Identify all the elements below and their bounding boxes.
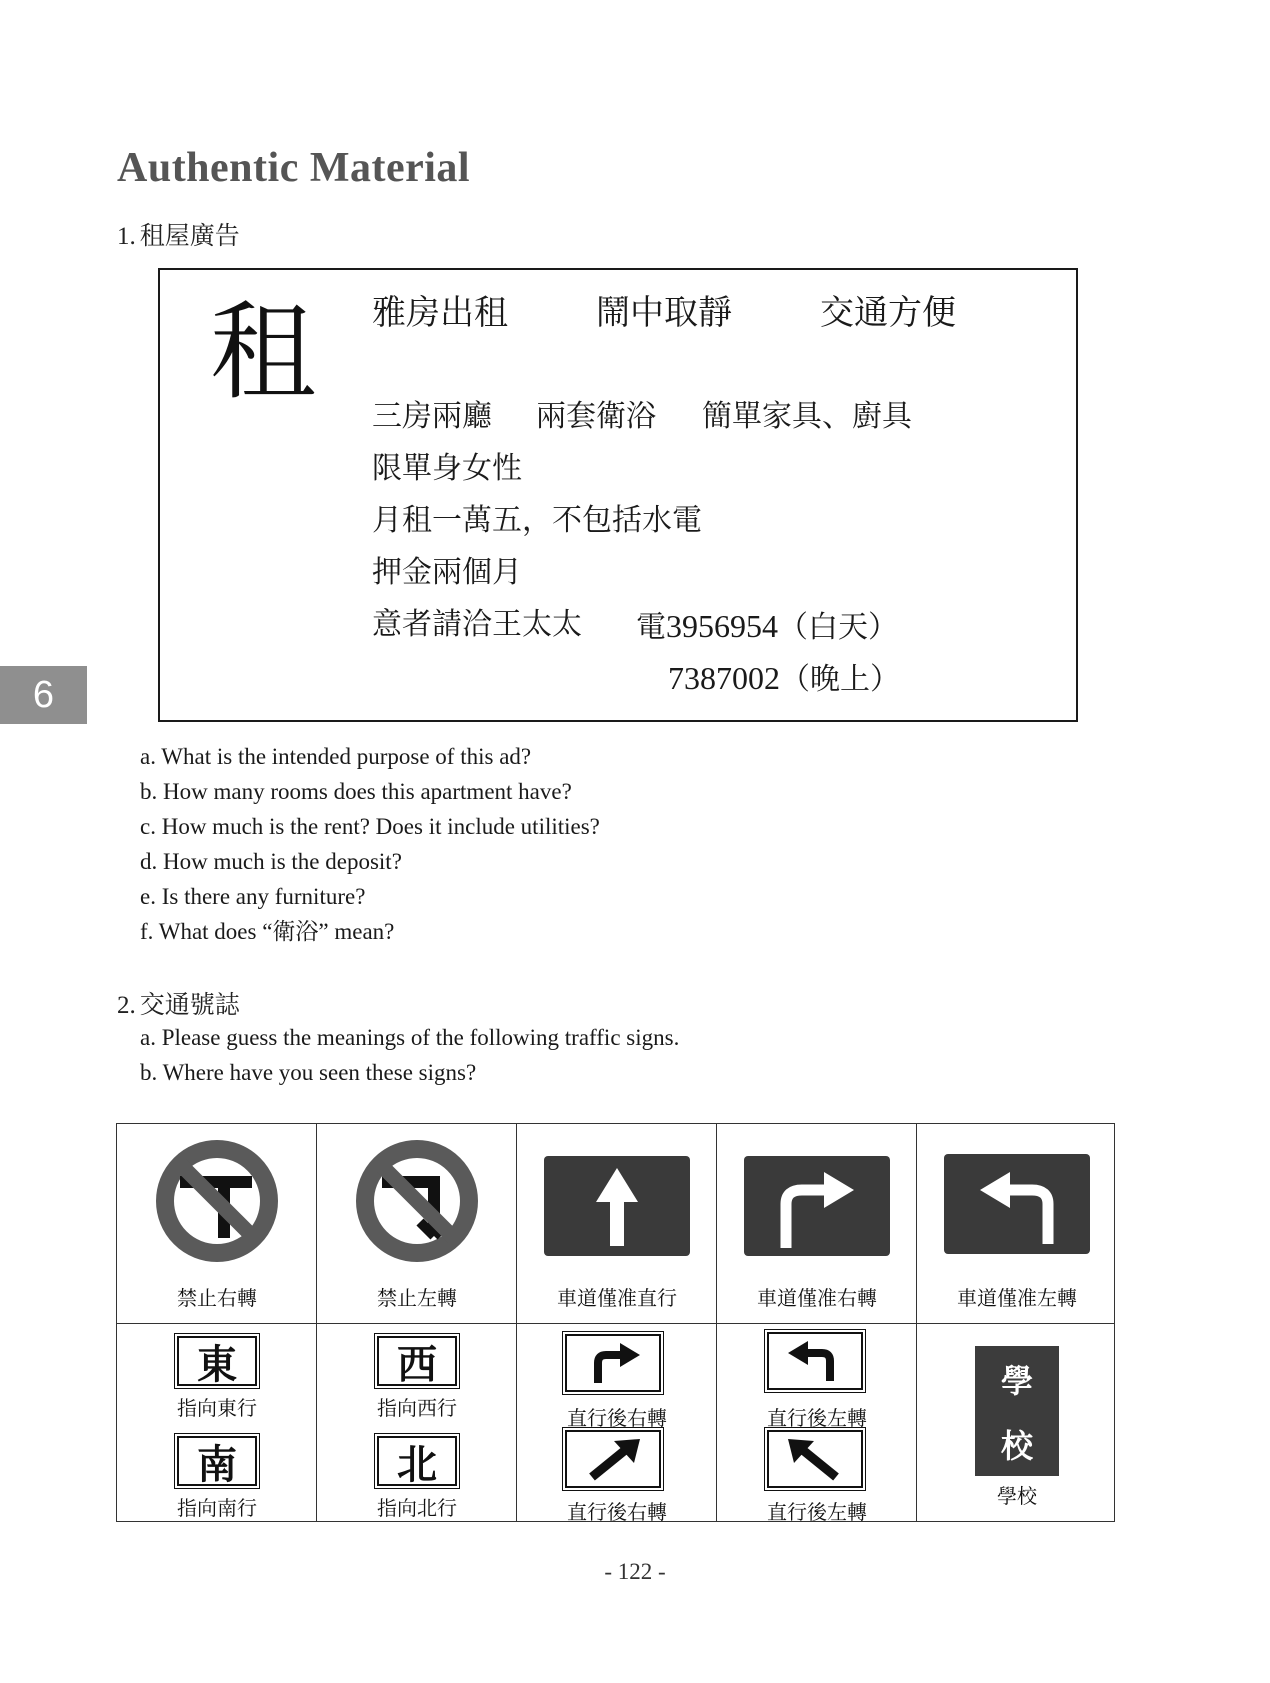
east-plate: 東 [177, 1336, 257, 1386]
section-title: 租屋廣告 [139, 221, 240, 250]
sign-label: 直行後左轉 [767, 1406, 867, 1430]
diagonal-left-plate [767, 1430, 863, 1488]
ad-phone-day [636, 610, 898, 643]
ad-deposit: 押金兩個月 [372, 555, 522, 590]
diagonal-right-arrow-icon [578, 1437, 648, 1481]
ad-questions [140, 739, 600, 949]
question-b: b. Where have you seen these signs? [140, 1060, 477, 1085]
west-plate: 西 [377, 1336, 457, 1386]
question-c: c. How much is the rent? Does it include utilities? [140, 814, 600, 839]
phone-night-note: （晚上） [780, 662, 900, 697]
diagonal-left-arrow-icon [780, 1437, 850, 1481]
right-turn-only-icon [744, 1156, 890, 1256]
sign-cell-school [917, 1324, 1117, 1524]
ad-rooms: 三房兩廳 [372, 399, 492, 434]
sign-cell-right-turn-only [717, 1124, 917, 1324]
straight-then-right-plate [565, 1334, 661, 1392]
school-char-1: 學 [1000, 1361, 1033, 1400]
sign-cell-straight-then-right [517, 1324, 717, 1524]
sign-label: 車道僅准直行 [557, 1286, 677, 1310]
phone-day-note: （白天） [778, 610, 898, 645]
phone-prefix: 電 [636, 610, 666, 645]
no-right-turn-icon [152, 1136, 282, 1266]
sign-cell-no-left-turn [317, 1124, 517, 1324]
no-left-turn-icon [352, 1136, 482, 1266]
sign-label: 禁止右轉 [177, 1286, 257, 1310]
ad-headline-1: 雅房出租 [372, 293, 508, 333]
question-a: a. Please guess the meanings of the following traffic signs. [140, 1025, 680, 1050]
ad-bathrooms: 兩套衛浴 [536, 399, 656, 434]
page-title: Authentic Material [117, 145, 471, 191]
section-number: 1. [117, 223, 136, 250]
question-b: b. How many rooms does this apartment have? [140, 779, 572, 804]
page-number: - 122 - [604, 1559, 666, 1584]
sign-label: 指向北行 [377, 1496, 457, 1520]
sign-cell-east-south [117, 1324, 317, 1524]
ad-restriction: 限單身女性 [372, 451, 522, 486]
ad-headline-2: 鬧中取靜 [596, 293, 732, 333]
sign-label: 指向西行 [377, 1396, 457, 1420]
sign-cell-straight-only [517, 1124, 717, 1324]
section-2-heading [117, 985, 240, 1021]
sign-label: 直行後左轉 [767, 1500, 867, 1524]
right-turn-arrow-icon [578, 1341, 648, 1385]
school-sign [975, 1346, 1059, 1476]
phone-day-number: 3956954 [666, 608, 778, 644]
rent-character: 租 [210, 291, 316, 414]
ad-contact: 意者請洽王太太 [372, 607, 582, 642]
sign-label: 指向南行 [177, 1496, 257, 1520]
rental-ad [158, 268, 1078, 722]
sign-label: 車道僅准右轉 [757, 1286, 877, 1310]
left-turn-arrow-icon [780, 1339, 850, 1383]
phone-night-number: 7387002 [668, 660, 780, 696]
ad-furniture: 簡單家具、廚具 [702, 399, 912, 434]
question-e: e. Is there any furniture? [140, 884, 366, 909]
sign-label: 直行後右轉 [567, 1406, 667, 1430]
sign-cell-left-turn-only [917, 1124, 1117, 1324]
chapter-tab: 6 [0, 666, 87, 724]
question-f: f. What does “衛浴” mean? [140, 919, 395, 944]
sign-label: 指向東行 [177, 1396, 257, 1420]
left-turn-only-icon [944, 1154, 1090, 1254]
sign-label: 車道僅准左轉 [957, 1286, 1077, 1310]
sign-cell-no-right-turn [117, 1124, 317, 1324]
sign-label: 直行後右轉 [567, 1500, 667, 1524]
traffic-signs-table [116, 1123, 1115, 1522]
straight-only-icon [544, 1156, 690, 1256]
south-plate: 南 [177, 1436, 257, 1486]
north-plate: 北 [377, 1436, 457, 1486]
section-title: 交通號誌 [139, 990, 240, 1019]
ad-phone-night [668, 662, 900, 695]
sign-label: 學校 [997, 1484, 1037, 1508]
school-char-2: 校 [1000, 1426, 1033, 1465]
ad-headline-3: 交通方便 [820, 293, 956, 333]
section-1-heading [117, 216, 240, 252]
sign-cell-straight-then-left [717, 1324, 917, 1524]
sign-label: 禁止左轉 [377, 1286, 457, 1310]
section-number: 2. [117, 992, 136, 1019]
sign-questions [140, 1020, 679, 1090]
diagonal-right-plate [565, 1430, 661, 1488]
straight-then-left-plate [767, 1332, 863, 1390]
question-d: d. How much is the deposit? [140, 849, 402, 874]
question-a: a. What is the intended purpose of this ad? [140, 744, 532, 769]
ad-rent: 月租一萬五，不包括水電 [372, 503, 702, 538]
sign-cell-west-north [317, 1324, 517, 1524]
